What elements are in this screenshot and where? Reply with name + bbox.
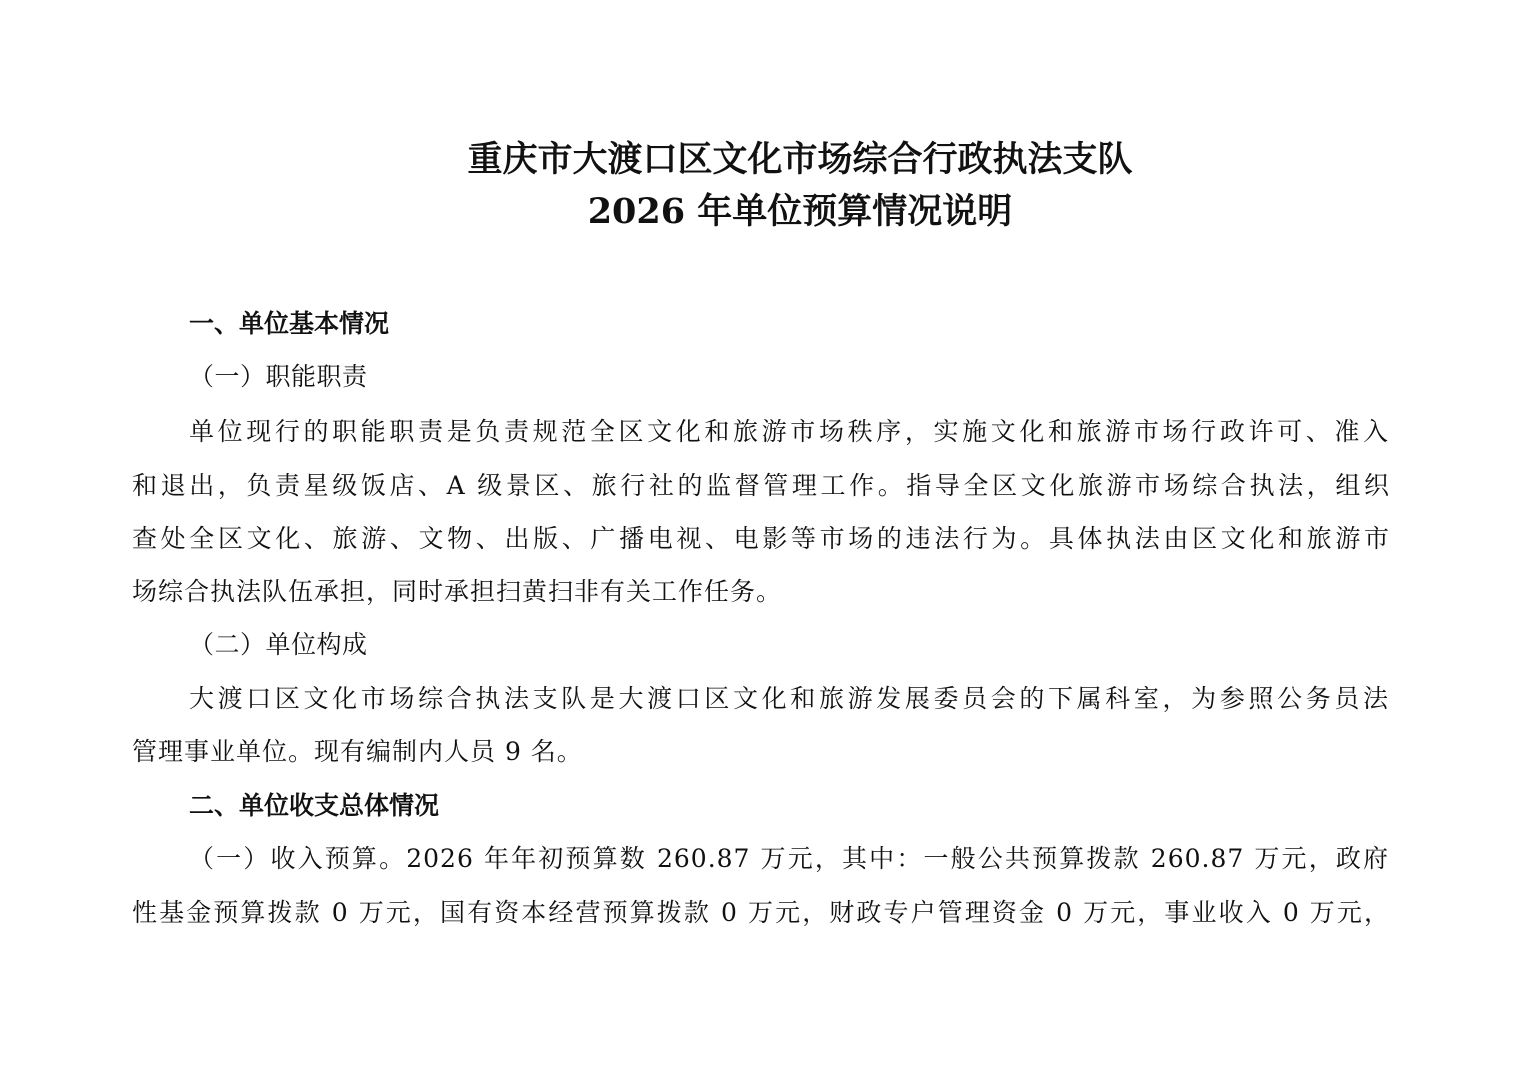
- paragraph-functions-line-2: 和退出，负责星级饭店、A 级景区、旅行社的监督管理工作。指导全区文化旅游市场综合执法，组织: [132, 471, 1390, 500]
- paragraph-composition-line-2: 管理事业单位。现有编制内人员 9 名。: [132, 737, 583, 766]
- paragraph-income-line-1: （一）收入预算。2026 年年初预算数 260.87 万元，其中：一般公共预算拨款 260.87 万元，政府: [189, 844, 1389, 873]
- document-title-line-1: 重庆市大渡口区文化市场综合行政执法支队: [467, 139, 1133, 180]
- paragraph-functions-line-1: 单位现行的职能职责是负责规范全区文化和旅游市场秩序，实施文化和旅游市场行政许可、准入: [189, 417, 1389, 446]
- section-heading-basic-info: 一、单位基本情况: [189, 309, 390, 338]
- subsection-heading-composition: （二）单位构成: [189, 630, 368, 659]
- paragraph-functions-line-3: 查处全区文化、旅游、文物、出版、广播电视、电影等市场的违法行为。具体执法由区文化和旅游市: [132, 524, 1390, 553]
- paragraph-functions-line-4: 场综合执法队伍承担，同时承担扫黄扫非有关工作任务。: [132, 577, 783, 606]
- section-heading-budget-overview: 二、单位收支总体情况: [189, 791, 440, 820]
- paragraph-composition-line-1: 大渡口区文化市场综合执法支队是大渡口区文化和旅游发展委员会的下属科室，为参照公务员法: [189, 684, 1389, 713]
- subsection-heading-functions: （一）职能职责: [189, 362, 368, 391]
- paragraph-income-line-2: 性基金预算拨款 0 万元，国有资本经营预算拨款 0 万元，财政专户管理资金 0 万元，事业收入 0 万元，: [132, 898, 1390, 927]
- document-title-line-2: 2026 年单位预算情况说明: [587, 191, 1013, 232]
